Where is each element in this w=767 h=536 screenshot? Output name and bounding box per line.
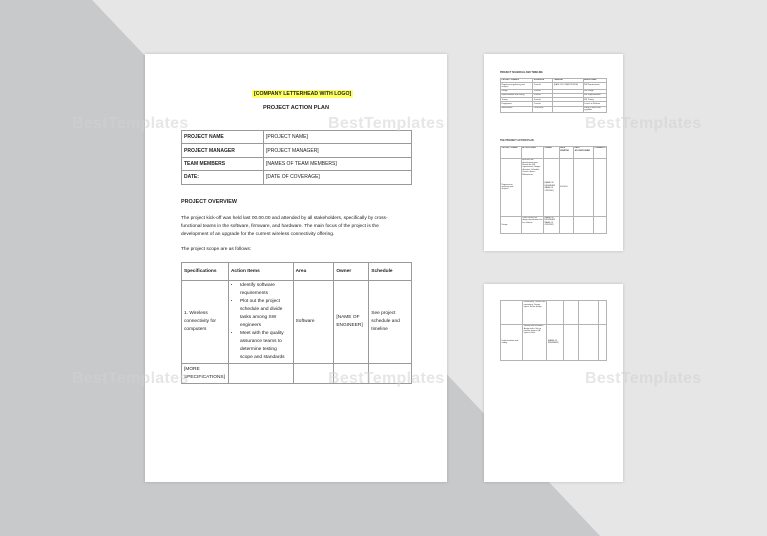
header-action-items: Action Items xyxy=(228,263,293,281)
plan-cell: [NAME OF ENGINEER/ NAME OF OFFICER] xyxy=(544,216,560,234)
cell-action-items xyxy=(228,281,293,364)
company-letterhead: [COMPANY LETTERHEAD WITH LOGO] xyxy=(254,91,352,97)
schedule-cell xyxy=(553,106,583,113)
empty-cell xyxy=(228,364,293,384)
header-area: Area xyxy=(293,263,334,281)
schedule-cell: [DATE OR OTHER PERIOD] xyxy=(553,83,583,90)
plan-header: PROJECT PHASE xyxy=(501,147,522,159)
schedule-row xyxy=(501,83,607,90)
plan-row xyxy=(501,324,607,360)
header-schedule: Schedule xyxy=(369,263,412,281)
plan-cell: [NAME OF ENGINEER/ NAME OF OFFICER] xyxy=(544,158,560,216)
info-label: DATE: xyxy=(182,171,264,184)
schedule-cell: 3 weeks xyxy=(533,89,553,93)
info-row xyxy=(182,171,412,184)
schedule-cell: Implementation and coding xyxy=(501,93,533,97)
schedule-cell: 4 weeks xyxy=(533,98,553,102)
project-info-table xyxy=(181,130,412,185)
plan-cell: connectivity; Consult user experience; Design layout; Refine design xyxy=(523,301,547,325)
plan-cell: 00.00.00 xyxy=(559,158,573,216)
plan-cell xyxy=(574,158,594,216)
plan-cell xyxy=(593,158,606,216)
schedule-cell: Testing xyxy=(501,98,533,102)
schedule-cell: 8 weeks xyxy=(533,93,553,97)
watermark: BestTemplates xyxy=(585,115,702,132)
schedule-row xyxy=(501,106,607,113)
info-row xyxy=(182,157,412,170)
info-label: TEAM MEMBERS xyxy=(182,157,264,170)
schedule-cell: SW Requirements xyxy=(583,83,606,90)
action-item: • Meet with the quality assurance teams to determine testing scope and standards xyxy=(240,330,291,362)
plan-cell: Requirement gathering and analysis xyxy=(501,158,522,216)
plan-cell xyxy=(593,216,606,234)
info-value: [PROJECT NAME] xyxy=(264,131,412,144)
plan-cell xyxy=(563,324,578,360)
watermark: BestTemplates xyxy=(328,115,445,132)
header-owner: Owner xyxy=(334,263,369,281)
schedule-cell: Design xyxy=(501,89,533,93)
schedule-header: TIMELINE xyxy=(553,79,583,83)
info-row xyxy=(182,144,412,157)
plan-cell xyxy=(559,216,573,234)
scope-intro: The project scope are as follows: xyxy=(181,247,252,252)
plan-cell xyxy=(578,301,598,325)
continued-plan-table xyxy=(500,300,607,361)
plan-cell xyxy=(598,301,606,325)
plan-row xyxy=(501,216,607,234)
schedule-header: SCHEDULE xyxy=(533,79,553,83)
header-specifications: Specifications xyxy=(182,263,229,281)
watermark: BestTemplates xyxy=(72,115,189,132)
plan-cell xyxy=(574,216,594,234)
cell-more-specifications: [MORE SPECIFICATIONS] xyxy=(182,364,229,384)
plan-header: DATE ACCOMPLISHED xyxy=(574,147,594,159)
schedule-cell: Launch to Platform xyxy=(583,102,606,106)
schedule-cell: 2 weeks xyxy=(533,102,553,106)
schedule-header: PROJECT PHASES xyxy=(501,79,533,83)
schedule-cell: SW Implementation xyxy=(583,93,606,97)
plan-cell xyxy=(501,301,523,325)
watermark: BestTemplates xyxy=(585,370,702,387)
info-value: [PROJECT MANAGER] xyxy=(264,144,412,157)
schedule-cell: 3 weeks xyxy=(533,83,553,90)
plan-cell xyxy=(578,324,598,360)
plan-cell xyxy=(563,301,578,325)
schedule-cell: Maintenance xyxy=(501,106,533,113)
plan-header: ACTION ITEMS xyxy=(521,147,543,159)
info-value: [NAMES OF TEAM MEMBERS] xyxy=(264,157,412,170)
plan-cell: [NAME OF ENGINEER] xyxy=(547,324,563,360)
cell-specification: 1. Wireless connectivity for computers xyxy=(182,281,229,364)
plan-row xyxy=(501,158,607,216)
document-title: PROJECT ACTION PLAN xyxy=(263,105,329,111)
schedule-cell: Deployment xyxy=(501,102,533,106)
action-item: • Identify software requirements xyxy=(240,282,291,298)
action-items-list xyxy=(231,282,291,361)
schedule-cell: SW Design xyxy=(583,89,606,93)
plan-header: OWNER xyxy=(544,147,560,159)
plan-header-row xyxy=(501,147,607,159)
schedule-title: PROJECT SCHEDULE AND TIMELINE xyxy=(500,71,543,74)
info-value: [DATE OF COVERAGE] xyxy=(264,171,412,184)
watermark: BestTemplates xyxy=(328,370,445,387)
schedule-header: MILESTONES xyxy=(583,79,606,83)
schedule-cell: Continuous xyxy=(533,106,553,113)
side-page-schedule xyxy=(484,54,623,251)
cell-owner: [NAME OF ENGINEER] xyxy=(334,281,369,364)
plan-header: DATE STARTED xyxy=(559,147,573,159)
plan-cell: Meet with the development team; Review the SW requirements; Budget allocation; Schedule; Create a demo; Refinements xyxy=(521,158,543,216)
plan-row xyxy=(501,301,607,325)
schedule-table xyxy=(500,78,607,113)
action-item: • Plot out the project schedule and divide tasks among SW engineers xyxy=(240,298,291,330)
scope-header-row xyxy=(182,263,412,281)
cell-schedule: See project schedule and timeline xyxy=(369,281,412,364)
overview-heading: PROJECT OVERVIEW xyxy=(181,199,237,205)
project-scope-table xyxy=(181,262,412,384)
schedule-cell: Requirement gathering and analysis xyxy=(501,83,533,90)
schedule-cell: Fixing of errors and upgrades xyxy=(583,106,606,113)
plan-cell xyxy=(547,301,563,325)
watermark: BestTemplates xyxy=(72,370,189,387)
plan-cell: Design xyxy=(501,216,522,234)
action-plan-table xyxy=(500,146,607,234)
info-label: PROJECT MANAGER xyxy=(182,144,264,157)
schedule-cell: SW Testing xyxy=(583,98,606,102)
plan-header: COMMENTS xyxy=(593,147,606,159)
plan-cell: Implementation and coding xyxy=(501,324,523,360)
scope-row xyxy=(182,281,412,364)
overview-paragraph: The project kick-off was held last 00.00.00 and attended by all stakeholders, specifically by cross-functional teams in the software, firmware, and hardware. The main focus of the project is the development of an upgrade for the current wireless connectivity offering. xyxy=(181,216,388,237)
info-label: PROJECT NAME xyxy=(182,131,264,144)
plan-cell: Come up with the design specifications for the software xyxy=(521,216,543,234)
cell-area: Software xyxy=(293,281,334,364)
plan-cell: Identify team members; Assign tasks; Set up preview project; QA system check xyxy=(523,324,547,360)
action-plan-title: THE PROJECT ACTION PLAN xyxy=(500,139,534,142)
plan-cell xyxy=(598,324,606,360)
